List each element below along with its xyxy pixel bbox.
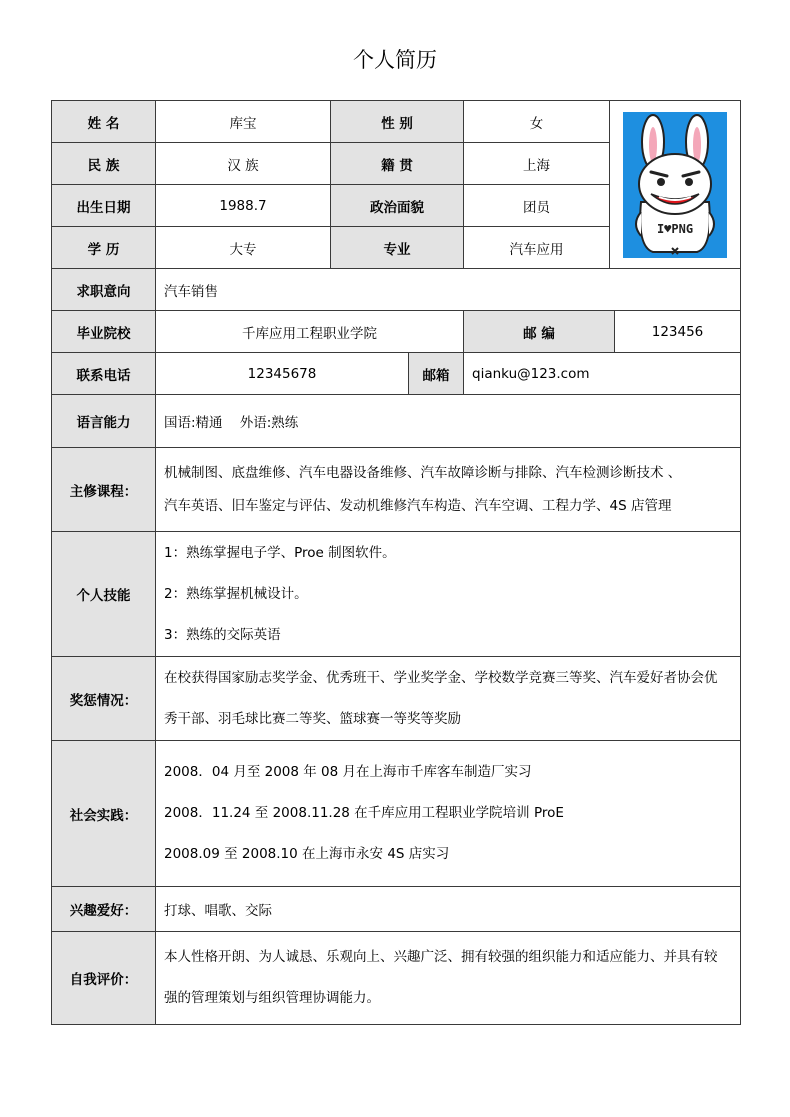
page-title: 个人简历 <box>353 48 437 72</box>
table-row <box>52 101 741 143</box>
skills-line: 1：熟练掌握电子学、Proe 制图软件。 <box>164 544 396 561</box>
skills-line: 2：熟练掌握机械设计。 <box>164 585 308 602</box>
value-gender: 女 <box>464 101 610 143</box>
value-language: 国语:精通 外语:熟练 <box>156 395 741 448</box>
courses-line: 机械制图、底盘维修、汽车电器设备维修、汽车故障诊断与排除、汽车检测诊断技术 、 <box>164 464 682 481</box>
value-practice <box>156 741 741 887</box>
label-skills: 个人技能 <box>52 532 156 657</box>
label-political: 政治面貌 <box>331 185 464 227</box>
label-ethnicity: 民 族 <box>52 143 156 185</box>
bunny-mascot-icon <box>623 112 727 258</box>
photo-cell <box>610 101 741 269</box>
value-school: 千库应用工程职业学院 <box>156 311 464 353</box>
table-row <box>52 887 741 932</box>
label-education: 学 历 <box>52 227 156 269</box>
label-practice: 社会实践： <box>52 741 156 887</box>
value-ethnicity: 汉 族 <box>156 143 331 185</box>
label-school: 毕业院校 <box>52 311 156 353</box>
value-hobbies: 打球、唱歌、交际 <box>156 887 741 932</box>
value-self-eval <box>156 932 741 1025</box>
table-row <box>52 311 741 353</box>
table-row <box>52 353 741 395</box>
value-major: 汽车应用 <box>464 227 610 269</box>
label-awards: 奖惩情况： <box>52 657 156 741</box>
svg-text:I♥PNG: I♥PNG <box>656 221 694 236</box>
table-row <box>52 269 741 311</box>
skills-line: 3：熟练的交际英语 <box>164 626 281 643</box>
practice-line: 2008．11.24 至 2008.11.28 在千库应用工程职业学院培训 ProE <box>164 805 564 821</box>
awards-line: 在校获得国家励志奖学金、优秀班干、学业奖学金、学校数学竞赛三等奖、汽车爱好者协会优 <box>164 669 718 686</box>
value-postcode: 123456 <box>615 311 741 353</box>
practice-line: 2008．04 月至 2008 年 08 月在上海市千库客车制造厂实习 <box>164 764 532 780</box>
label-phone: 联系电话 <box>52 353 156 395</box>
value-objective: 汽车销售 <box>156 269 741 311</box>
label-major: 专业 <box>331 227 464 269</box>
table-row <box>52 532 741 657</box>
label-hobbies: 兴趣爱好： <box>52 887 156 932</box>
table-row <box>52 395 741 448</box>
table-row <box>52 448 741 532</box>
label-objective: 求职意向 <box>52 269 156 311</box>
awards-line: 秀干部、羽毛球比赛二等奖、篮球赛一等奖等奖励 <box>164 710 461 727</box>
table-row <box>52 932 741 1025</box>
value-email: qianku@123.com <box>464 353 741 395</box>
label-birth: 出生日期 <box>52 185 156 227</box>
self-eval-line: 强的管理策划与组织管理协调能力。 <box>164 990 380 1006</box>
courses-line: 汽车英语、旧车鉴定与评估、发动机维修汽车构造、汽车空调、工程力学、4S 店管理 <box>164 497 672 514</box>
self-eval-line: 本人性格开朗、为人诚恳、乐观向上、兴趣广泛、拥有较强的组织能力和适应能力、并具有较 <box>164 949 718 965</box>
label-language: 语言能力 <box>52 395 156 448</box>
label-postcode: 邮 编 <box>464 311 615 353</box>
value-education: 大专 <box>156 227 331 269</box>
value-name: 库宝 <box>156 101 331 143</box>
table-row <box>52 741 741 887</box>
practice-line: 2008.09 至 2008.10 在上海市永安 4S 店实习 <box>164 846 450 862</box>
value-phone: 12345678 <box>156 353 409 395</box>
label-gender: 性 别 <box>331 101 464 143</box>
value-political: 团员 <box>464 185 610 227</box>
label-native-place: 籍 贯 <box>331 143 464 185</box>
value-courses <box>156 448 741 532</box>
value-native-place: 上海 <box>464 143 610 185</box>
value-birth: 1988.7 <box>156 185 331 227</box>
label-email: 邮箱 <box>409 353 464 395</box>
value-skills <box>156 532 741 657</box>
resume-table <box>51 100 741 1025</box>
label-courses: 主修课程： <box>52 448 156 532</box>
value-awards <box>156 657 741 741</box>
label-name: 姓 名 <box>52 101 156 143</box>
label-self-eval: 自我评价： <box>52 932 156 1025</box>
table-row <box>52 657 741 741</box>
